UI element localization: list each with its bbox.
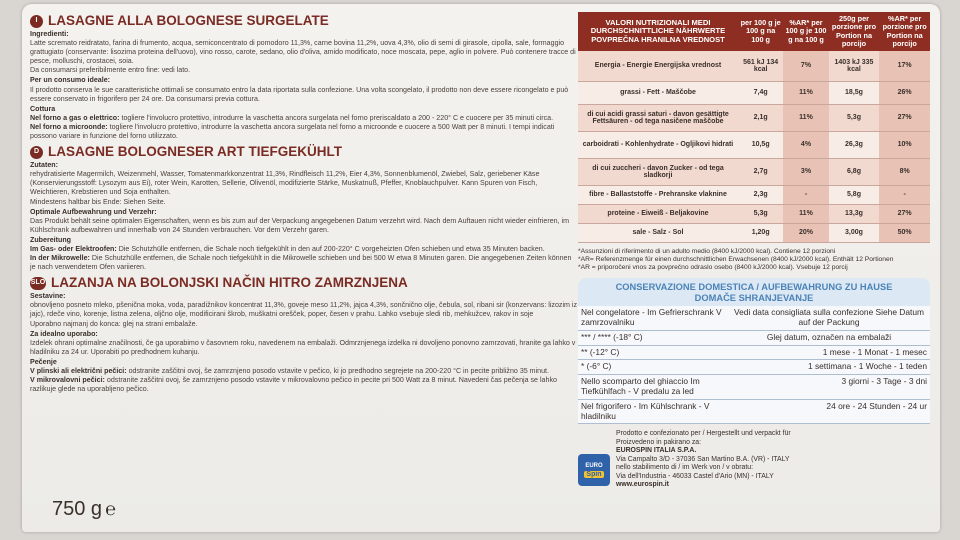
block-subtitle: Nel forno a microonde: [30,122,108,131]
logo-euro: EURO [585,462,603,469]
nutrition-cell-portion: 3,00g [829,223,880,242]
block-paragraph [30,376,578,394]
language-badge-icon: I [30,15,43,28]
nutrition-cell-name: Energia - Energie Energijska vrednost [578,51,738,81]
nutrition-cell-per100: 561 kJ 134 kcal [738,51,783,81]
nutrition-cell-ar100: 20% [783,223,828,242]
reference-notes [578,248,930,273]
nutrition-cell-arportion: 8% [879,158,930,185]
net-weight [52,498,116,521]
nutrition-cell-per100: 2,3g [738,185,783,204]
nutrition-cell-portion: 5,8g [829,185,880,204]
storage-duration: 3 giorni - 3 Tage - 3 dni [841,376,927,387]
note-it: *Assunzioni di riferimento di un adulto medio (8400 kJ/2000 kcal). Contiene 12 porzioni [578,247,836,255]
block-paragraph [30,245,578,254]
header-portion: 250g per porzione pro Portion na porcijo [829,12,880,51]
language-badge-icon: SLO [30,277,46,290]
nutrition-cell-ar100: 11% [783,104,828,131]
block-subtitle: V mikrovalovni pečici: [30,376,105,385]
nutrition-row [578,223,930,242]
block-paragraph [30,367,578,376]
nutrition-row [578,81,930,104]
nutrition-header [578,12,930,51]
nutrition-cell-name: carboidrati - Kohlenhydrate - Ogljikovi hidrati [578,131,738,158]
storage-title [578,278,930,306]
block-paragraph [30,114,578,123]
nutrition-cell-portion: 6,8g [829,158,880,185]
producer-line1: Prodotto e confezionato per / Hergestellt und verpackt für [616,430,791,438]
block-text: togliere l'involucro protettivo, introdurre la vaschetta ancora surgelata nel forno a microonde e cuocere a 500 Watt per 8 minuti. I tempi indicati possono variare in funzione del forno utilizzato. [30,122,555,141]
section-title-text: LASAGNE ALLA BOLOGNESE SURGELATE [48,13,329,28]
block-text: Das Produkt behält seine optimalen Eigenschaften, wenn es bis zum auf der Verpackung angegebenen Datum verzehrt wird. Nach dem Auftauen nicht wieder einfrieren, im Kühlschrank aufbewahren und innerhalb von 24 Stunden verbrauchen. Vor dem Verzehr garen. [30,216,570,234]
producer-info [578,430,930,489]
nutrition-cell-ar100: 4% [783,131,828,158]
block-text: togliere l'involucro protettivo, introdurre la vaschetta ancora surgelata nel forno preriscaldato a 200 - 220° C e cuocere per 35 minuti circa. [121,113,554,122]
nutrition-cell-arportion: 17% [879,51,930,81]
storage-duration: Glej datum, označen na embalaži [766,331,892,342]
block-subtitle: Per un consumo ideale: [30,76,111,85]
estimated-sign-icon: ℮ [105,499,116,519]
nutrition-cell-name: grassi - Fett - Maščobe [578,81,738,104]
storage-row [578,331,930,346]
section-title-text: LAZANJA NA BOLONJSKI NAČIN HITRO ZAMRZNJENA [51,275,408,291]
block-subtitle: Zubereitung [30,235,71,244]
producer-address1: Via Campalto 3/D - 37036 San Martino B.A. (VR) - ITALY [616,455,790,463]
header-name: VALORI NUTRIZIONALI MEDI DURCHSCHNITTLICHE NÄHRWERTE POVPREČNA HRANILNA VREDNOST [578,12,738,51]
block-subtitle: Im Gas- oder Elektroofen: [30,244,117,253]
storage-location: *** / **** (-18° C) [581,331,643,342]
nutrition-row [578,158,930,185]
note-de: *AR= Referenzmenge für einen durchschnittlichen Erwachsenen (8400 kJ/2000 kcal). Enthält 12 Portionen [578,255,894,263]
info-column [578,12,930,489]
header-per100: per 100 g je 100 g na 100 g [738,12,783,51]
header-arportion: %AR* per porzione pro Portion na porcijo [879,12,930,51]
block-paragraph [30,123,578,141]
block-subtitle: Cottura [30,104,56,113]
nutrition-cell-per100: 1,20g [738,223,783,242]
nutrition-row [578,104,930,131]
storage-location: ** (-12° C) [581,346,620,357]
block-text: Mindestens haltbar bis Ende: Siehen Seite. [30,197,166,206]
producer-name: EUROSPIN ITALIA S.P.A. [616,447,697,455]
nutrition-table [578,12,930,243]
block-text: odstranite zaščitni ovoj, še zamrznjeno posodo vstavite v mikrovalovno pečico in pecite pri 500 Watt za 8 minut. Navedeni čas pečenja se lahko razlikuje glede na uporabljeno pečico. [30,376,557,394]
block-subtitle: Optimale Aufbewahrung und Verzehr: [30,207,157,216]
nutrition-cell-ar100: 11% [783,204,828,223]
nutrition-cell-per100: 10,5g [738,131,783,158]
nutrition-cell-arportion: 50% [879,223,930,242]
nutrition-cell-portion: 13,3g [829,204,880,223]
block-text: obnovljeno posneto mleko, pšenična moka, voda, paradižnikov koncentrat 11,3%, goveje meso 11,2%, jajca 4,3%, sončnično olje, čebula, sol, ribani sir (konzervans: lizozim iz jajc), rdeče vino, korenje, listna zelena, oljčno olje, modificirani škrob, muškatni orešček, poper, česen v prahu. Lahko vsebuje sledi rib, mehkužcev, rakov in soje [30,301,578,319]
nutrition-cell-arportion: 26% [879,81,930,104]
storage-title-line1: CONSERVAZIONE DOMESTICA / AUFBEWAHRUNG ZU HAUSE [615,282,893,293]
section-title-text: LASAGNE BOLOGNESER ART TIEFGEKÜHLT [48,144,343,160]
block-text: Da consumarsi preferibilmente entro fine: vedi lato. [30,66,191,75]
block-paragraph [30,254,578,272]
nutrition-cell-name: di cui zuccheri - davon Zucker - od tega sladkorji [578,158,738,185]
block-text: Latte scremato reidratato, farina di frumento, acqua, semiconcentrato di pomodoro 11,3%, carne bovina 11,2%, uova 4,3%, olio di semi di girasole, cipolla, sale, formaggio grattugiato (conservante: lisozima proteina dell'uovo), vino rosso, carote, sedano, olio d'oliva, amido modificato, noce moscata, pepe, aglio in polvere. Può contenere tracce di pesce, molluschi, crostacei, soia. [30,39,576,66]
nutrition-cell-portion: 18,5g [829,81,880,104]
nutrition-row [578,131,930,158]
block-text: Izdelek ohrani optimalne značilnosti, če ga uporabimo v časovnem roku, navedenem na embalaži. Odmrznjenega izdelka ni dovoljeno ponovno zamrzovati, hranite ga lahko v hladilniku za 24 ur. Uporabiti po predhodnem kuhanju. [30,338,576,356]
block-text: Il prodotto conserva le sue caratteristiche ottimali se consumato entro la data riportata sulla confezione. Una volta scongelato, il prodotto non deve essere ricongelato e può essere conservato in frigorifero per 24 ore. Da consumarsi previa cottura. [30,85,569,103]
storage-location: Nello scomparto del ghiaccio Im Tiefkühlfach - V predalu za led [581,376,700,397]
nutrition-row [578,204,930,223]
storage-row [578,346,930,361]
storage-rows [578,306,930,424]
nutrition-cell-per100: 2,1g [738,104,783,131]
nutrition-cell-per100: 2,7g [738,158,783,185]
storage-location: Nel congelatore - Im Gefrierschrank V zamrzovalniku [581,307,722,328]
nutrition-row [578,51,930,81]
weight-value: 750 g [52,498,103,520]
storage-location: * (-6° C) [581,361,612,372]
block-subtitle: Sestavine: [30,292,66,301]
block-subtitle: Pečenje [30,357,57,366]
nutrition-cell-ar100: - [783,185,828,204]
logo-spin: Spin [586,470,602,478]
storage-duration: 1 settimana - 1 Woche - 1 teden [807,361,927,372]
producer-line2: Proizvedeno in pakirano za: [616,438,702,446]
section-title [30,13,578,29]
block-text: rehydratisierte Magermilch, Weizenmehl, Wasser, Tomatenmarkkonzentrat 11,3%, Rindfleisch 11,2%, Eier 4,3%, Sonnenblumenöl, Zwiebel, Salz, geriebener Käse (Konservierungsstoff: Lysozym aus Ei), roter Wein, Karotten, Sellerie, Olivenöl, modifizierte Stärke, Muskatnuß, Pfeffer, Knoblauchpulver. Kann Spuren von Fisch, Weichtieren, Krebstieren und Soja enthalten. [30,170,540,197]
nutrition-cell-ar100: 11% [783,81,828,104]
eurospin-logo-icon [578,454,610,486]
section-title [30,275,578,291]
storage-table [578,278,930,424]
section-title [30,144,578,160]
storage-duration: 24 ore - 24 Stunden - 24 ur [826,400,927,411]
nutrition-cell-ar100: 7% [783,51,828,81]
nutrition-cell-arportion: - [879,185,930,204]
nutrition-cell-name: di cui acidi grassi saturi - davon gesättigte Fettsäuren - od tega nasičene maščobe [578,104,738,131]
nutrition-cell-name: proteine - Eiweiß - Beljakovine [578,204,738,223]
block-subtitle: Zutaten: [30,161,58,170]
nutrition-rows [578,51,930,242]
nutrition-cell-portion: 5,3g [829,104,880,131]
block-subtitle: Za idealno uporabo: [30,329,98,338]
nutrition-cell-portion: 1403 kJ 335 kcal [829,51,880,81]
header-ar100: %AR* per 100 g je 100 g na 100 g [783,12,828,51]
producer-website: www.eurospin.it [616,480,669,488]
storage-row [578,360,930,375]
producer-text [616,430,791,489]
language-badge-icon: D [30,146,43,159]
storage-row [578,375,930,400]
nutrition-cell-name: sale - Salz - Sol [578,223,738,242]
block-text: odstranite zaščitni ovoj, še zamrznjeno posodo vstavite v pečico, ki jo predhodno segrejete na 200-220 °C in pecite približno 35 minut. [128,367,550,375]
package-label [22,4,940,532]
storage-title-line2: DOMAČE SHRANJEVANJE [694,293,814,304]
nutrition-row [578,185,930,204]
block-text: Die Schutzhülle entfernen, die Schale noch tiefgekühlt in die Mikrowelle schieben und bei 500 W etwa 8 Minuten garen. Die angegebenen Zeiten können je nach verwendetem Ofen variieren. [30,254,572,272]
nutrition-cell-per100: 7,4g [738,81,783,104]
storage-duration: 1 mese - 1 Monat - 1 mesec [822,346,927,357]
nutrition-cell-arportion: 27% [879,204,930,223]
ingredients-column [30,10,578,394]
storage-row [578,400,930,425]
nutrition-cell-name: fibre - Ballaststoffe - Prehranske vlaknine [578,185,738,204]
storage-duration: Vedi data consigliata sulla confezione Siehe Datum auf der Packung [734,307,924,328]
producer-address2: Via dell'Industria - 46033 Castel d'Ario (MN) - ITALY [616,472,774,480]
block-subtitle: V plinski ali električni pečici: [30,367,127,375]
note-sl: *AR = priporočeni vnos za povprečno odraslo osebo (8400 kJ/2000 kcal). Vsebuje 12 porcij [578,264,848,272]
nutrition-cell-portion: 26,3g [829,131,880,158]
block-subtitle: Nel forno a gas o elettrico: [30,113,120,122]
nutrition-cell-arportion: 10% [879,131,930,158]
storage-location: Nel frigorifero - Im Kühlschrank - V hladilniku [581,400,710,421]
nutrition-cell-arportion: 27% [879,104,930,131]
producer-line3: nello stabilimento di / im Werk von / v obratu: [616,464,753,472]
nutrition-cell-per100: 5,3g [738,204,783,223]
block-subtitle: Ingredienti: [30,30,69,38]
storage-row [578,306,930,331]
nutrition-cell-ar100: 3% [783,158,828,185]
block-text: Die Schutzhülle entfernen, die Schale noch tiefgekühlt in den auf 200-220° C vorgeheizten Ofen schieben und etwa 35 Minuten backen. [118,244,545,253]
block-text: Uporabno najmanj do konca: glej na strani embalaže. [30,319,198,328]
block-subtitle: In der Mikrowelle: [30,254,90,263]
